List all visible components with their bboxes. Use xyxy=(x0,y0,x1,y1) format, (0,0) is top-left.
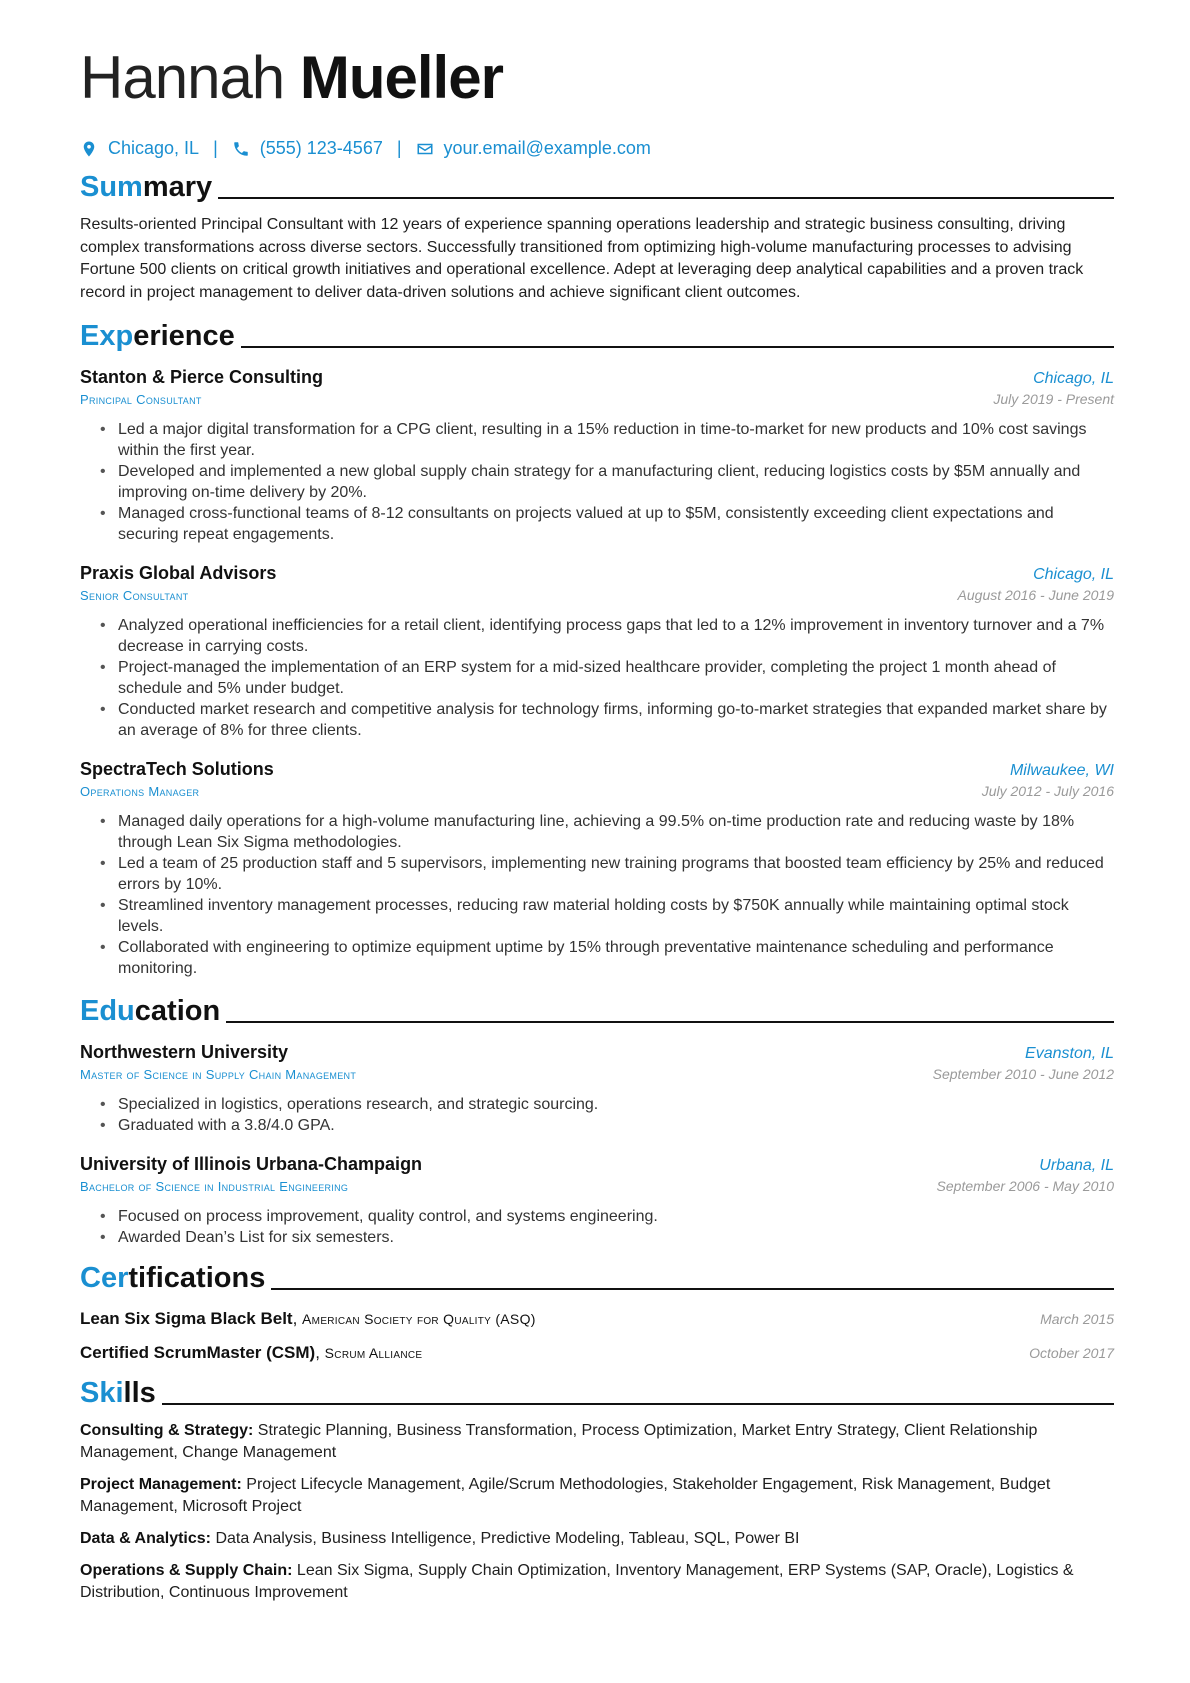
certification-entry: Certified ScrumMaster (CSM), Scrum Alliance October 2017 xyxy=(80,1343,1114,1362)
job-location: Milwaukee, WI xyxy=(1009,762,1114,779)
certification-date: October 2017 xyxy=(1029,1345,1114,1361)
contact-bar xyxy=(80,138,1114,159)
job-dates: July 2019 - Present xyxy=(993,391,1114,407)
job-title: Operations Manager xyxy=(80,784,200,799)
job-location: Chicago, IL xyxy=(1033,566,1114,583)
section-education-heading xyxy=(80,997,1114,1026)
section-experience-heading xyxy=(80,322,1114,351)
list-item: • Developed and implemented a new global supply chain strategy for a manufacturing client, reducing logistics costs by $5M annually and improving on-time delivery by 20%. xyxy=(118,461,1114,503)
list-item: • Analyzed operational inefficiencies for a retail client, identifying process gaps that led to a 12% improvement in inventory turnover and a 7% decrease in carrying costs. xyxy=(118,615,1114,657)
section-title: Certifications xyxy=(80,1262,266,1294)
phone-text: (555) 123-4567 xyxy=(259,138,383,158)
skill-category: Operations & Supply Chain: xyxy=(80,1562,293,1579)
skill-group xyxy=(80,1560,1114,1604)
location-text: Chicago, IL xyxy=(108,138,200,158)
certification-entry: Lean Six Sigma Black Belt, American Society for Quality (ASQ) March 2015 xyxy=(80,1309,1114,1328)
job-title: Principal Consultant xyxy=(80,392,202,407)
experience-entry xyxy=(80,367,1114,545)
skill-items: Strategic Planning, Business Transformation, Process Optimization, Market Entry Strategy, Client Relationship Management, Change Management xyxy=(80,1422,1038,1461)
skill-items: Project Lifecycle Management, Agile/Scrum Methodologies, Stakeholder Engagement, Risk Management, Budget Management, Microsoft Project xyxy=(80,1476,1051,1515)
job-dates: July 2012 - July 2016 xyxy=(981,783,1114,799)
degree-name: Master of Science in Supply Chain Management xyxy=(80,1067,357,1082)
job-dates: August 2016 - June 2019 xyxy=(957,587,1114,603)
section-rule xyxy=(218,197,1114,199)
contact-separator: | xyxy=(213,138,218,158)
certification-name: Certified ScrumMaster (CSM) xyxy=(80,1343,316,1362)
degree-name: Bachelor of Science in Industrial Engineering xyxy=(80,1179,349,1194)
certification-issuer: American Society for Quality (ASQ) xyxy=(302,1311,536,1327)
list-item: • Led a major digital transformation for a CPG client, resulting in a 15% reduction in time-to-market for new products and 10% cost savings within the first year. xyxy=(118,419,1114,461)
education-dates: September 2006 - May 2010 xyxy=(936,1178,1114,1194)
contact-location xyxy=(80,138,199,159)
school-location: Evanston, IL xyxy=(1025,1045,1114,1062)
contact-phone[interactable] xyxy=(232,138,383,159)
contact-email[interactable] xyxy=(416,138,651,159)
section-rule xyxy=(241,346,1114,348)
employer-name: SpectraTech Solutions xyxy=(80,759,274,779)
section-rule xyxy=(271,1288,1114,1290)
employer-name: Stanton & Pierce Consulting xyxy=(80,367,324,387)
section-title: Experience xyxy=(80,320,235,352)
map-pin-icon xyxy=(80,140,98,158)
section-certifications-heading xyxy=(80,1264,1114,1293)
certification-date: March 2015 xyxy=(1040,1311,1114,1327)
achievement-list xyxy=(80,419,1114,545)
achievement-list xyxy=(80,615,1114,741)
list-item: • Streamlined inventory management processes, reducing raw material holding costs by $750K annually while maintaining optimal stock levels. xyxy=(118,895,1114,937)
summary-text: Results-oriented Principal Consultant with 12 years of experience spanning operations leadership and strategic business consulting, driving complex transformations across diverse sectors. Successfully transitioned from optimizing high-volume manufacturing processes to advising Fortune 500 clients on critical growth initiatives and operational excellence. Adept at leveraging deep analytical capabilities and a proven track record in project management to deliver data-driven solutions and achieve significant client outcomes. xyxy=(80,216,1084,301)
list-item: • Awarded Dean’s List for six semesters. xyxy=(118,1227,1114,1248)
certification-name: Lean Six Sigma Black Belt xyxy=(80,1309,293,1328)
phone-icon xyxy=(232,140,250,158)
list-item: • Collaborated with engineering to optimize equipment uptime by 15% through preventative maintenance scheduling and performance monitoring. xyxy=(118,937,1114,979)
skill-items: Lean Six Sigma, Supply Chain Optimization, Inventory Management, ERP Systems (SAP, Oracle), Logistics & Distribution, Continuous Improvement xyxy=(80,1562,1074,1601)
skill-category: Consulting & Strategy: xyxy=(80,1422,254,1439)
achievement-list xyxy=(80,811,1114,979)
skill-items: Data Analysis, Business Intelligence, Predictive Modeling, Tableau, SQL, Power BI xyxy=(215,1530,800,1547)
school-name: University of Illinois Urbana-Champaign xyxy=(80,1154,423,1174)
experience-entry xyxy=(80,759,1114,979)
skill-category: Project Management: xyxy=(80,1476,242,1493)
email-text: your.email@example.com xyxy=(443,138,651,158)
envelope-icon xyxy=(416,140,434,158)
job-title: Senior Consultant xyxy=(80,588,189,603)
list-item: • Project-managed the implementation of an ERP system for a mid-sized healthcare provider, completing the project 1 month ahead of schedule and 5% under budget. xyxy=(118,657,1114,699)
education-entry xyxy=(80,1154,1114,1248)
section-skills-heading xyxy=(80,1379,1114,1408)
list-item: • Led a team of 25 production staff and 5 supervisors, implementing new training programs that boosted team efficiency by 25% and reduced errors by 10%. xyxy=(118,853,1114,895)
certification-issuer: Scrum Alliance xyxy=(324,1345,423,1361)
full-name xyxy=(80,44,1114,111)
skill-group xyxy=(80,1420,1114,1464)
section-title: Summary xyxy=(80,171,213,203)
list-item: • Focused on process improvement, quality control, and systems engineering. xyxy=(118,1206,1114,1227)
experience-entry xyxy=(80,563,1114,741)
list-item: • Specialized in logistics, operations research, and strategic sourcing. xyxy=(118,1094,1114,1115)
section-rule xyxy=(162,1403,1114,1405)
job-location: Chicago, IL xyxy=(1033,370,1114,387)
skill-group xyxy=(80,1528,1114,1550)
school-location: Urbana, IL xyxy=(1039,1157,1114,1174)
education-entry xyxy=(80,1042,1114,1136)
education-dates: September 2010 - June 2012 xyxy=(932,1066,1114,1082)
section-rule xyxy=(226,1021,1114,1023)
list-item: • Graduated with a 3.8/4.0 GPA. xyxy=(118,1115,1114,1136)
skill-group xyxy=(80,1474,1114,1518)
education-detail-list xyxy=(80,1206,1114,1248)
employer-name: Praxis Global Advisors xyxy=(80,563,277,583)
contact-separator: | xyxy=(396,138,402,158)
list-item: • Managed cross-functional teams of 8-12 consultants on projects valued at up to $5M, consistently exceeding client expectations and securing repeat engagements. xyxy=(118,503,1114,545)
first-name: Hannah xyxy=(80,44,285,111)
section-summary-heading xyxy=(80,173,1114,202)
skill-category: Data & Analytics: xyxy=(80,1530,211,1547)
section-title: Education xyxy=(80,995,221,1027)
section-title: Skills xyxy=(80,1377,156,1409)
list-item: • Managed daily operations for a high-volume manufacturing line, achieving a 99.5% on-time production rate and reducing waste by 18% through Lean Six Sigma methodologies. xyxy=(118,811,1114,853)
list-item: • Conducted market research and competitive analysis for technology firms, informing go-to-market strategies that expanded market share by an average of 8% for three clients. xyxy=(118,699,1114,741)
last-name: Mueller xyxy=(299,44,503,111)
school-name: Northwestern University xyxy=(80,1042,289,1062)
education-detail-list xyxy=(80,1094,1114,1136)
